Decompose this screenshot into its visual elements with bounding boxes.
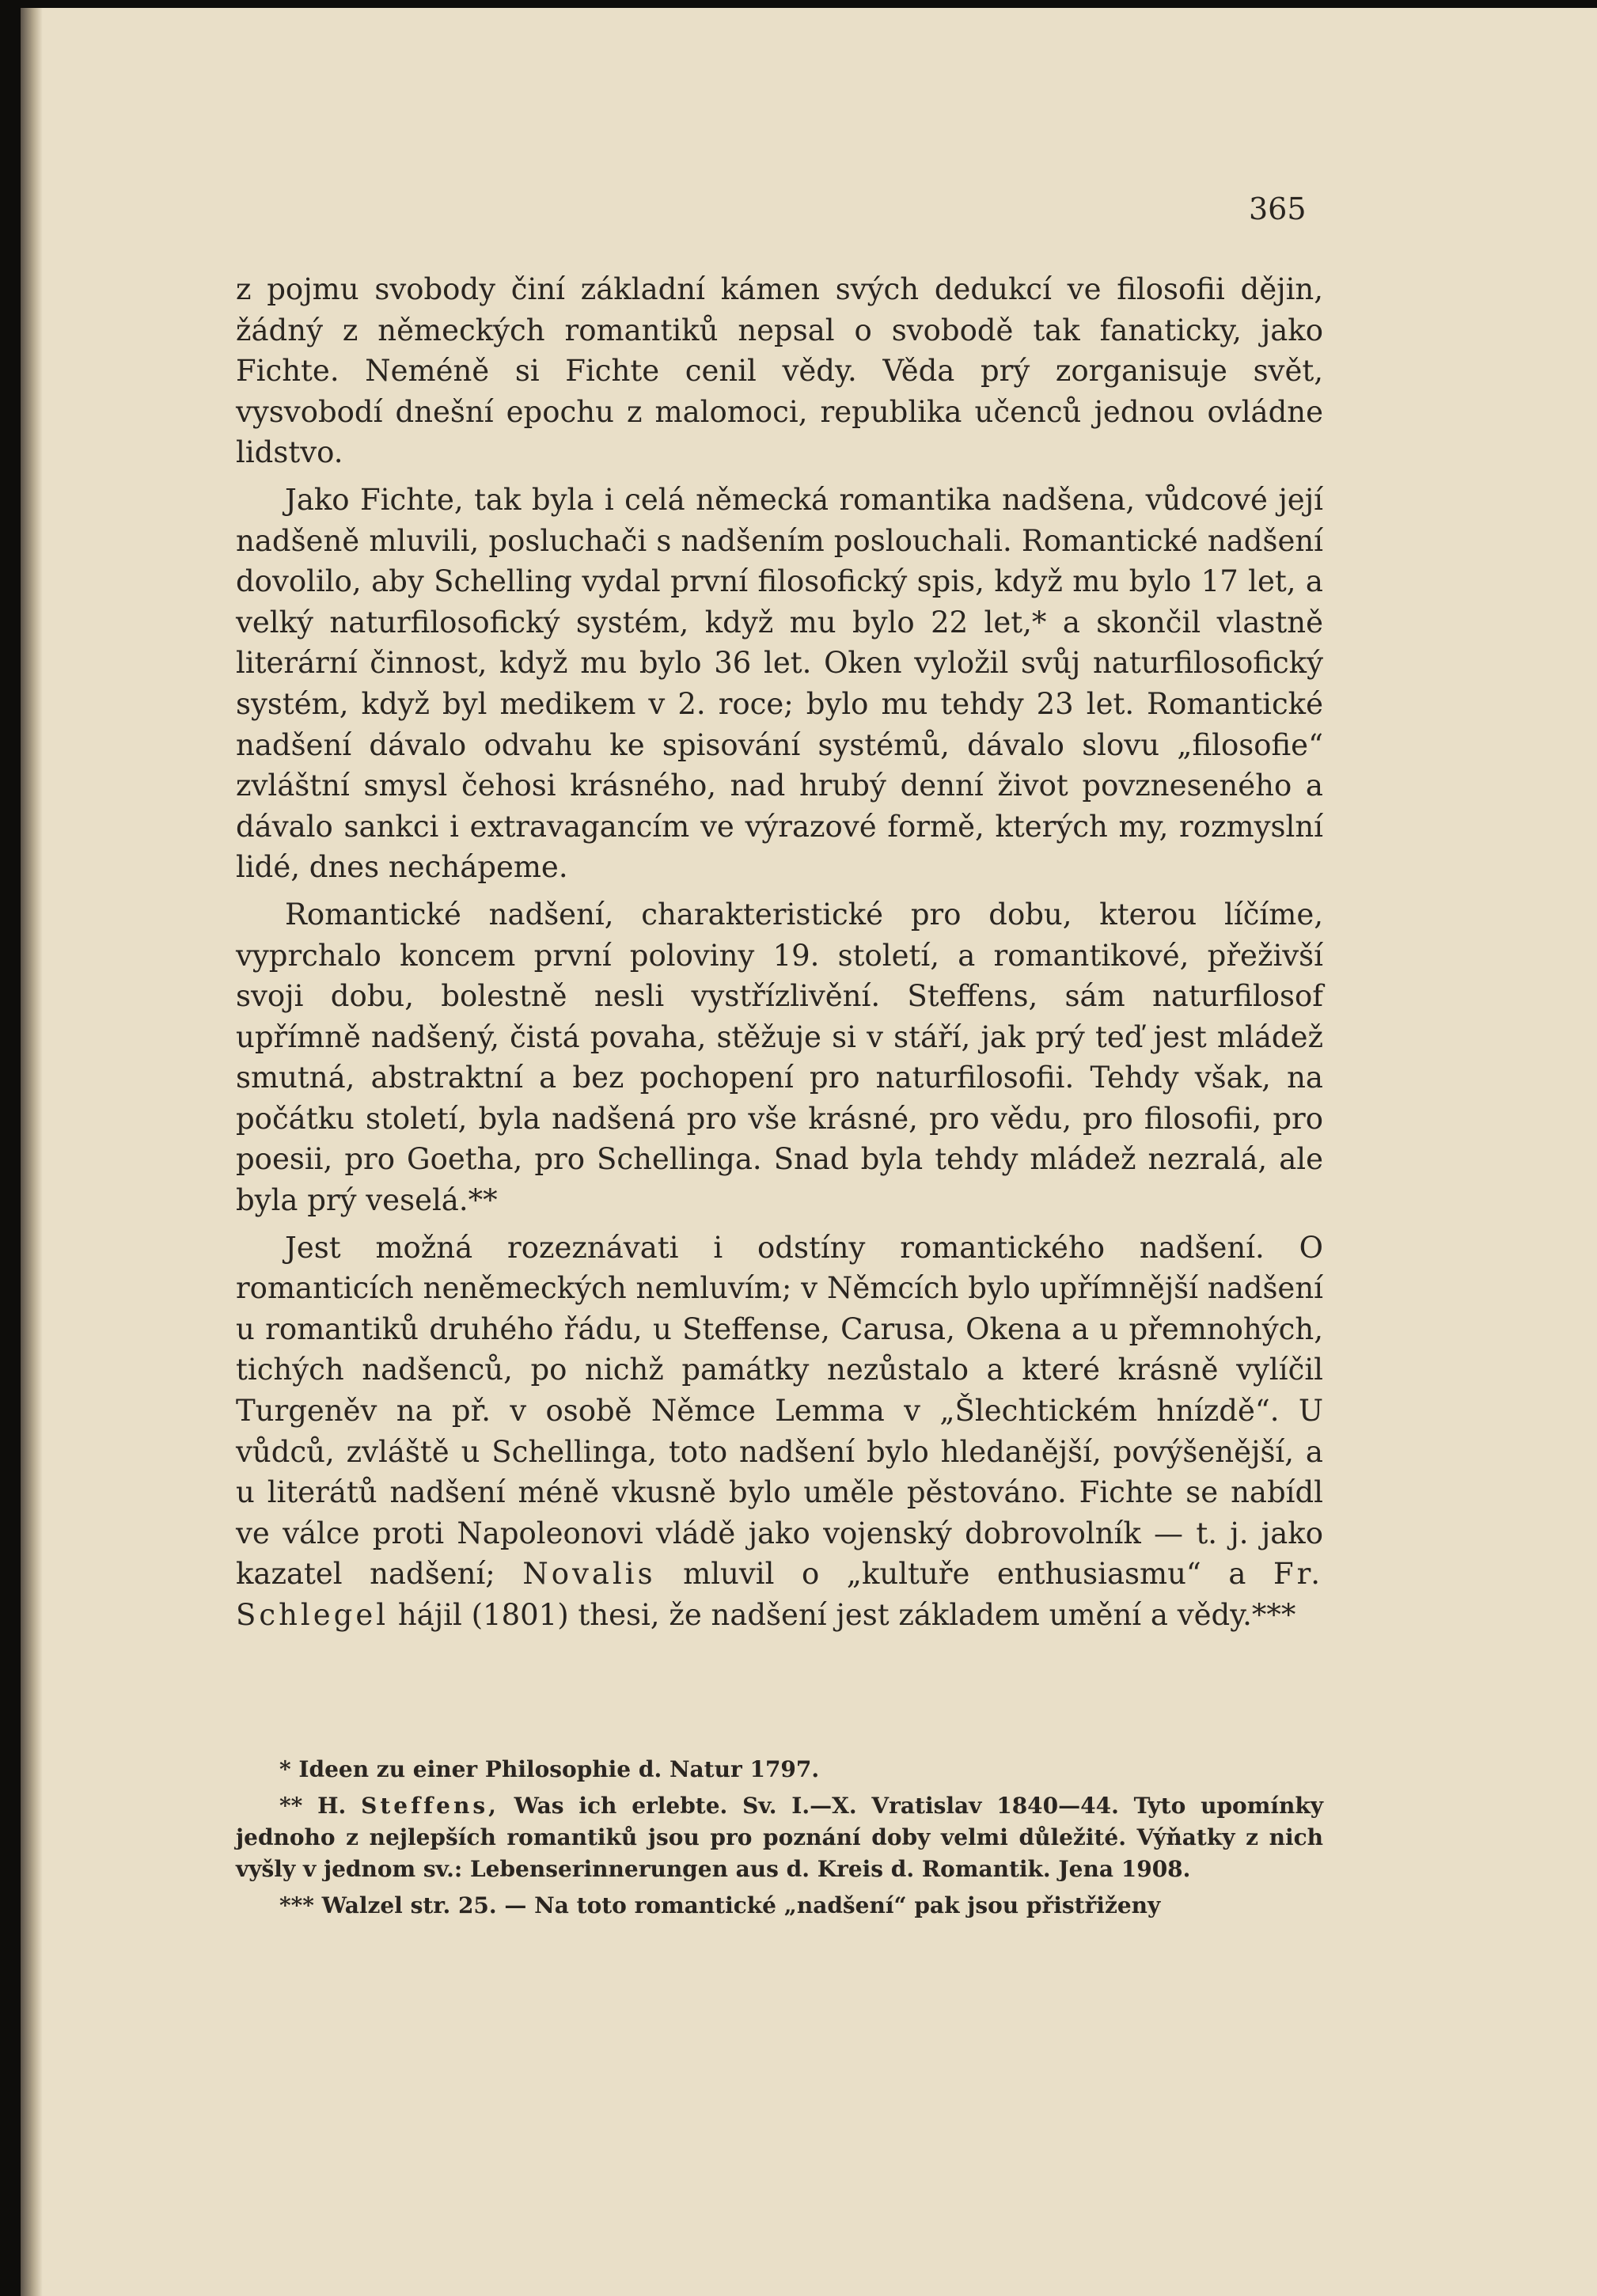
footnote-2-author: Steffens, bbox=[361, 1793, 499, 1819]
paragraph-3: Romantické nadšení, charakteristické pro dobu, kterou líčíme, vyprchalo koncem první poloviny 19. století, a romantikové, přeživší svoji dobu, bolestně nesli vystřízlivění. Steffens, sám naturfilosof upřímně nadšený, čistá povaha, stěžuje si v stáří, jak prý teď jest mládež smutná, abstraktní a bez pochopení pro naturfilosofii. Tehdy však, na počátku století, byla nadšená pro vše krásné, pro vědu, pro filosofii, pro poesii, pro Goetha, pro Schellinga. Snad byla tehdy mládež nezralá, ale byla prý veselá.** bbox=[236, 897, 1323, 1218]
page-number: 365 bbox=[1249, 192, 1307, 226]
author-name-novalis: Novalis bbox=[522, 1557, 656, 1592]
paragraph-1: z pojmu svobody činí základní kámen svých dedukcí ve filosofii dějin, žádný z německých romantiků nepsal o svobodě tak fanaticky, jako Fichte. Neméně si Fichte cenil vědy. Věda prý zorganisuje svět, vysvobodí dnešní epochu z malomoci, republika učenců jednou ovládne lidstvo. bbox=[236, 272, 1323, 470]
paragraph-4 bbox=[236, 1228, 1323, 1636]
footnote-3: *** Walzel str. 25. — Na toto romantické „nadšení“ pak jsou přistřiženy bbox=[279, 1892, 1161, 1918]
paragraph-4-text-end: hájil (1801) thesi, že nadšení jest základem umění a vědy.*** bbox=[397, 1598, 1296, 1632]
footnotes bbox=[236, 1754, 1323, 1926]
author-name-schlegel: Fr. Schlegel bbox=[236, 1557, 1324, 1632]
footnote-2-text: Was ich erlebte. Sv. I.—X. Vratislav 1840—44. Tyto upomínky jednoho z nejlepších romantiků jsou pro poznání doby velmi důležité. Výňatky z nich vyšly v jednom sv.: Lebenserinnerungen aus d. Kreis d. Romantik. Jena 1908. bbox=[236, 1793, 1323, 1882]
paragraph-2: Jako Fichte, tak byla i celá německá romantika nadšena, vůdcové její nadšeně mluvili, posluchači s nadšením poslouchali. Romantické nadšení dovolilo, aby Schelling vydal první filosofický spis, když mu bylo 17 let, a velký naturfilosofický systém, když mu bylo 22 let,* a skončil vlastně literární činnost, když mu bylo 36 let. Oken vyložil svůj naturfilosofický systém, když byl medikem v 2. roce; bylo mu tehdy 23 let. Romantické nadšení dávalo odvahu ke spisování systémů, dávalo slovu „filosofie“ zvláštní smysl čehosi krásného, nad hrubý denní život povzneseného a dávalo sankci i extravagancím ve výrazové formě, kterých my, rozmyslní lidé, dnes nechápeme. bbox=[236, 482, 1323, 885]
main-text bbox=[236, 269, 1323, 1642]
paragraph-4-text-middle: mluvil o „kultuře enthusiasmu“ a bbox=[683, 1557, 1246, 1592]
book-page bbox=[21, 8, 1597, 2296]
footnote-2-marker: ** H. bbox=[279, 1793, 347, 1819]
paragraph-4-text-start: Jest možná rozeznávati i odstíny romantického nadšení. O romanticích neněmeckých nemluvím; v Němcích bylo upřímnější nadšení u romantiků druhého řádu, u Steffense, Carusa, Okena a u přemnohých, tichých nadšenců, po nichž památky nezůstalo a které krásně vylíčil Turgeněv na př. v osobě Němce Lemma v „Šlechtickém hnízdě“. U vůdců, zvláště u Schellinga, toto nadšení bylo hledanější, povýšenější, a u literátů nadšení méně vkusně bylo uměle pěstováno. Fichte se nabídl ve válce proti Napoleonovi vládě jako vojenský dobrovolník — t. j. jako kazatel nadšení; bbox=[236, 1230, 1323, 1592]
footnote-1: * Ideen zu einer Philosophie d. Natur 1797. bbox=[279, 1756, 820, 1782]
footnote-2 bbox=[236, 1790, 1323, 1885]
